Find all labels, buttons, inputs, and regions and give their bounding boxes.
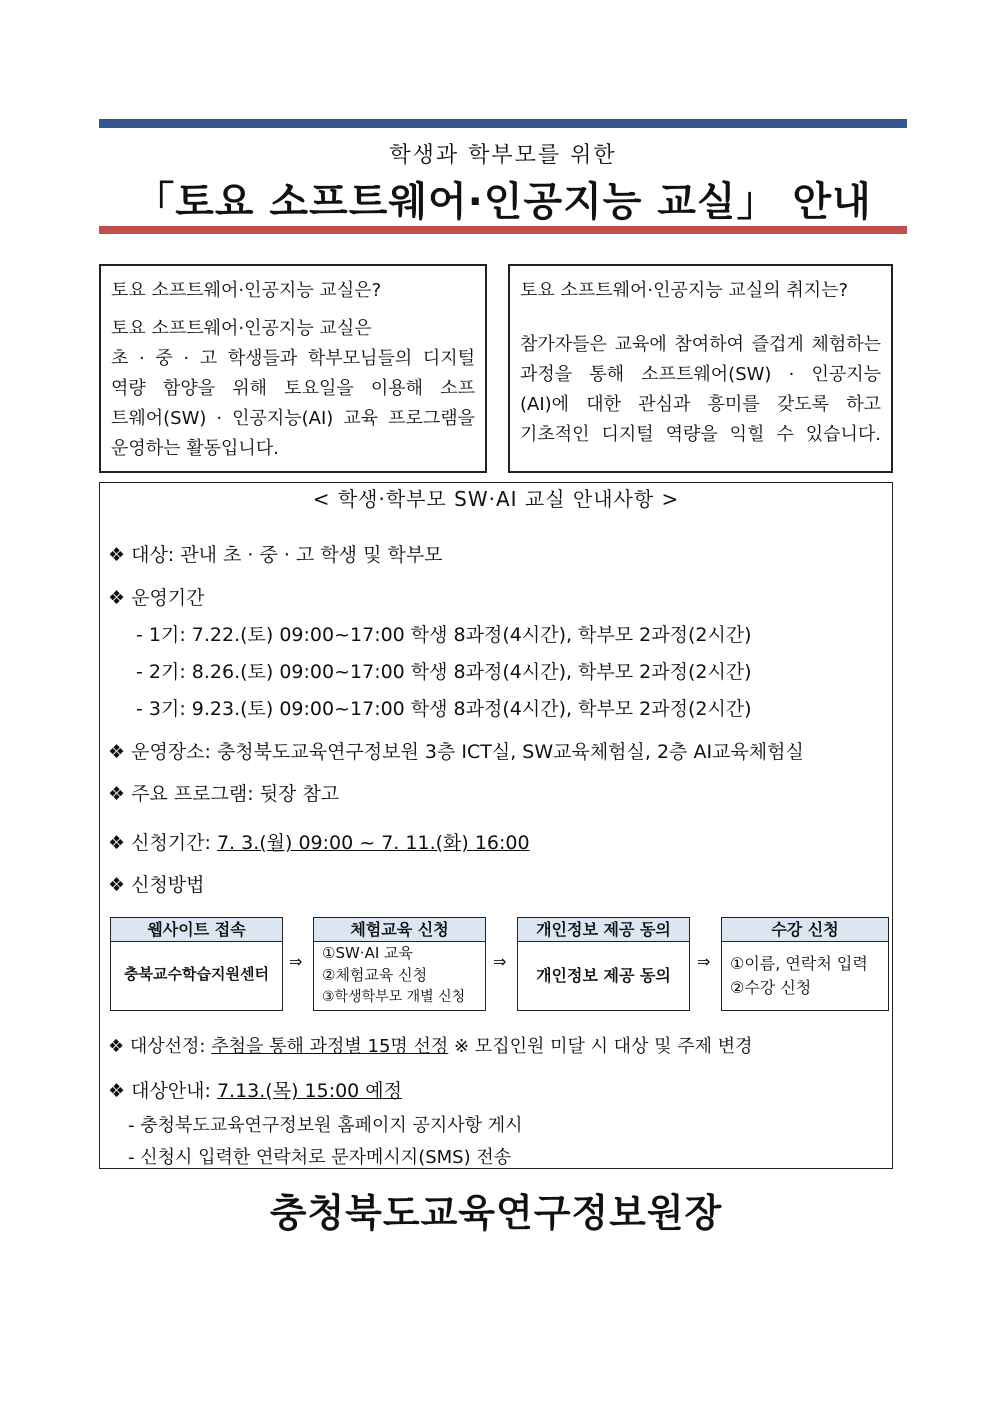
program-text: 주요 프로그램: 뒷장 참고 [131,783,340,805]
flow-step-head: 웹사이트 접속 [111,918,282,942]
notice-value: 7.13.(목) 15:00 예정 [216,1080,403,1102]
header-top-bar [99,119,907,128]
flow-arrow-icon: ⇒ [493,952,507,971]
target-text: 대상: 관내 초 · 중 · 고 학생 및 학부모 [131,544,443,566]
info-section-title: < 학생·학부모 SW·AI 교실 안내사항 > [312,487,680,511]
flow-step-enroll [721,917,889,1011]
intro-line: 토요 소프트웨어·인공지능 교실은 [111,318,372,339]
intro-question: 토요 소프트웨어·인공지능 교실은? [111,280,382,301]
bullet-icon: ❖ [108,1036,125,1057]
flow-step-head: 개인정보 제공 동의 [518,918,689,942]
header-bottom-bar [99,226,907,234]
bullet-icon: ❖ [108,783,126,805]
flow-step-consent [517,917,690,1011]
apply-period-value: 7. 3.(월) 09:00 ~ 7. 11.(화) 16:00 [216,832,530,854]
page-title: 「토요 소프트웨어·인공지능 교실」 안내 [134,179,872,225]
flow-step-body-list [314,942,485,1008]
purpose-question: 토요 소프트웨어·인공지능 교실의 취지는? [520,280,849,301]
venue-text: 운영장소: 충청북도교육연구정보원 3층 ICT실, SW교육체험실, 2층 AI교육체험실 [131,741,804,763]
selection-note: ※ 모집인원 미달 시 대상 및 주제 변경 [448,1036,753,1057]
bullet-icon: ❖ [108,874,126,896]
bullet-icon: ❖ [108,587,126,609]
purpose-line: (AI)에 대한 관심과 흥미를 갖도록 하고 [520,394,881,415]
bullet-icon: ❖ [108,832,126,854]
notice-label: 대상안내: [131,1080,217,1102]
flow-arrow-icon: ⇒ [289,952,303,971]
flow-step-body: ①SW·AI 교육 [322,944,414,962]
period-item: - 2기: 8.26.(토) 09:00~17:00 학생 8과정(4시간), 학부모 2과정(2시간) [136,661,752,683]
selection-row [108,1032,753,1058]
selection-value: 추첨을 통해 과정별 15명 선정 [211,1036,449,1057]
flow-step-body: ②수강 신청 [730,978,812,997]
flow-step-body-list [722,942,888,1000]
apply-period-row [108,828,530,855]
issuer-name: 충청북도교육연구정보원장 [269,1191,723,1235]
purpose-line: 기초적인 디지털 역량을 익힐 수 있습니다. [520,424,881,445]
venue-row [108,737,804,764]
flow-step-head: 수강 신청 [722,918,888,942]
apply-method-row [108,870,205,897]
flow-step-body: ①이름, 연락처 입력 [730,954,868,973]
intro-line: 운영하는 활동입니다. [111,438,279,459]
flow-arrow-icon: ⇒ [697,952,711,971]
flow-step-body: ②체험교육 신청 [322,966,428,984]
flow-step-body: 개인정보 제공 동의 [536,966,671,985]
intro-line: 트웨어(SW) · 인공지능(AI) 교육 프로그램을 [111,408,475,429]
purpose-line: 참가자들은 교육에 참여하여 즐겁게 체험하는 [520,334,881,355]
period-item: - 1기: 7.22.(토) 09:00~17:00 학생 8과정(4시간), 학부모 2과정(2시간) [136,624,752,646]
purpose-line: 과정을 통해 소프트웨어(SW) · 인공지능 [520,364,881,385]
bullet-icon: ❖ [108,741,126,763]
selection-label: 대상선정: [129,1036,212,1057]
period-item: - 3기: 9.23.(토) 09:00~17:00 학생 8과정(4시간), 학부모 2과정(2시간) [136,698,752,720]
notice-item: - 신청시 입력한 연락처로 문자메시지(SMS) 전송 [128,1147,512,1168]
intro-box [99,264,487,473]
purpose-box [508,264,893,473]
flow-step-website [110,917,283,1011]
program-row [108,779,339,806]
notice-row [108,1076,402,1103]
period-row [108,583,205,610]
flow-step-head: 체험교육 신청 [314,918,485,942]
intro-line: 역량 함양을 위해 토요일을 이용해 소프 [111,378,475,399]
period-label: 운영기간 [131,587,205,609]
apply-period-label: 신청기간: [131,832,217,854]
apply-method-label: 신청방법 [131,874,205,896]
intro-line: 초 · 중 · 고 학생들과 학부모님들의 디지털 [111,348,475,369]
flow-step-experience [313,917,486,1011]
notice-item: - 충청북도교육연구정보원 홈페이지 공지사항 게시 [128,1115,523,1136]
bullet-icon: ❖ [108,1080,126,1102]
bullet-icon: ❖ [108,544,126,566]
target-row [108,540,443,567]
flow-step-body: 충북교수학습지원센터 [124,965,269,983]
flow-step-body: ③학생학부모 개별 신청 [322,989,466,1005]
page-subtitle: 학생과 학부모를 위한 [389,143,617,168]
info-section [99,482,893,1169]
